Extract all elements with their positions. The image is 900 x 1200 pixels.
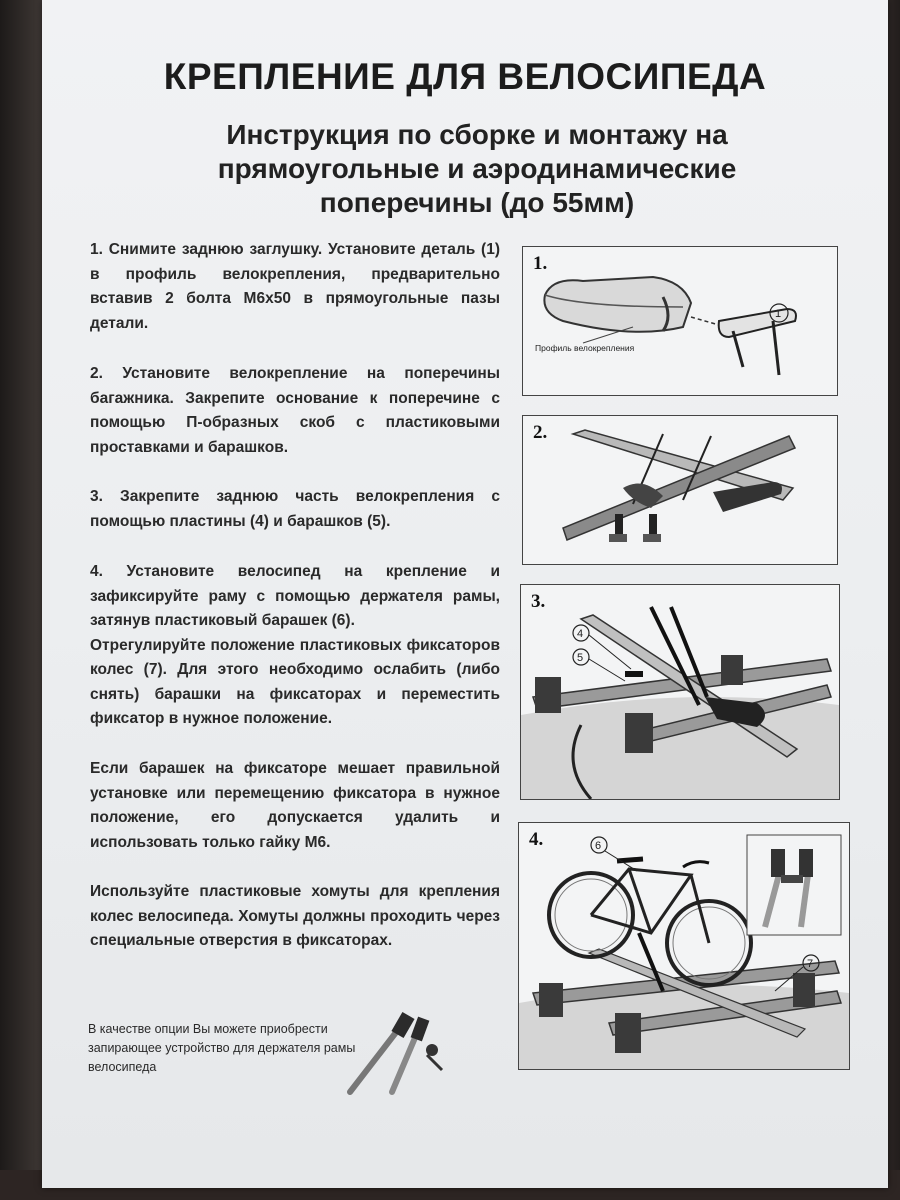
step-5-text — [90, 757, 500, 855]
panel-3-callout-a: 4 — [577, 628, 584, 640]
step-3-text — [90, 485, 500, 534]
step-1-text — [90, 238, 500, 336]
document-subtitle: Инструкция по сборке и монтажу на прямоугольные и аэродинамические поперечины (до 55мм) — [217, 119, 737, 218]
step-2-paragraph: 2. Установите велокрепление на поперечины багажника. Закрепите основание к поперечине с помощью П-образных скоб с пластиковыми проставками и барашков. — [90, 365, 500, 456]
panel-4-number: 4. — [529, 829, 544, 850]
step-1-paragraph: 1. Снимите заднюю заглушку. Установите деталь (1) в профиль велокрепления, предварительно вставив 2 болта М6х50 в прямоугольные пазы детали. — [90, 241, 500, 332]
rear-plate-illustration — [521, 585, 839, 799]
bike-mounted-illustration — [519, 823, 849, 1069]
panel-2-number: 2. — [533, 422, 548, 443]
step-4-text — [90, 560, 500, 732]
step-4-adjust-paragraph: Отрегулируйте положение пластиковых фиксаторов колес (7). Для этого необходимо ослабить (либо снять) барашки на фиксаторах и переместить фиксатор в нужное положение. — [90, 636, 500, 727]
panel-4-callout-b: 7 — [807, 958, 814, 970]
diagram-panel-2 — [522, 415, 838, 565]
panel-3-callout-b: 5 — [577, 652, 584, 664]
document-title: КРЕПЛЕНИЕ ДЛЯ ВЕЛОСИПЕДА — [163, 56, 767, 97]
step-6-paragraph: Используйте пластиковые хомуты для крепления колес велосипеда. Хомуты должны проходить через специальные отверстия в фиксаторах. — [90, 883, 500, 949]
panel-1-callout: 1 — [775, 308, 782, 320]
panel-1-number: 1. — [533, 253, 548, 274]
crossbar-mount-illustration — [523, 416, 837, 564]
lock-option-note: В качестве опции Вы можете приобрести запирающее устройство для держателя рамы велосипеда — [88, 1022, 356, 1074]
step-6-text — [90, 880, 500, 954]
profile-label: Профиль велокрепления — [535, 343, 635, 353]
panel-3-number: 3. — [531, 591, 546, 612]
diagram-panel-3 — [520, 584, 840, 800]
panel-4-callout-a: 6 — [595, 840, 602, 852]
instruction-sheet — [42, 0, 888, 1188]
diagram-panel-1 — [522, 246, 838, 396]
step-5-paragraph: Если барашек на фиксаторе мешает правильной установке или перемещению фиксатора в нужное положение, его допускается удалить и использовать только гайку М6. — [90, 760, 500, 851]
lock-device-illustration — [342, 1000, 452, 1100]
step-2-text — [90, 362, 500, 460]
diagram-panel-4 — [518, 822, 850, 1070]
step-3-paragraph: 3. Закрепите заднюю часть велокрепления с помощью пластины (4) и барашков (5). — [90, 488, 500, 530]
profile-assembly-illustration — [523, 247, 837, 395]
step-4-paragraph: 4. Установите велосипед на крепление и зафиксируйте раму с помощью держателя рамы, затянув пластиковый барашек (6). — [90, 563, 500, 629]
